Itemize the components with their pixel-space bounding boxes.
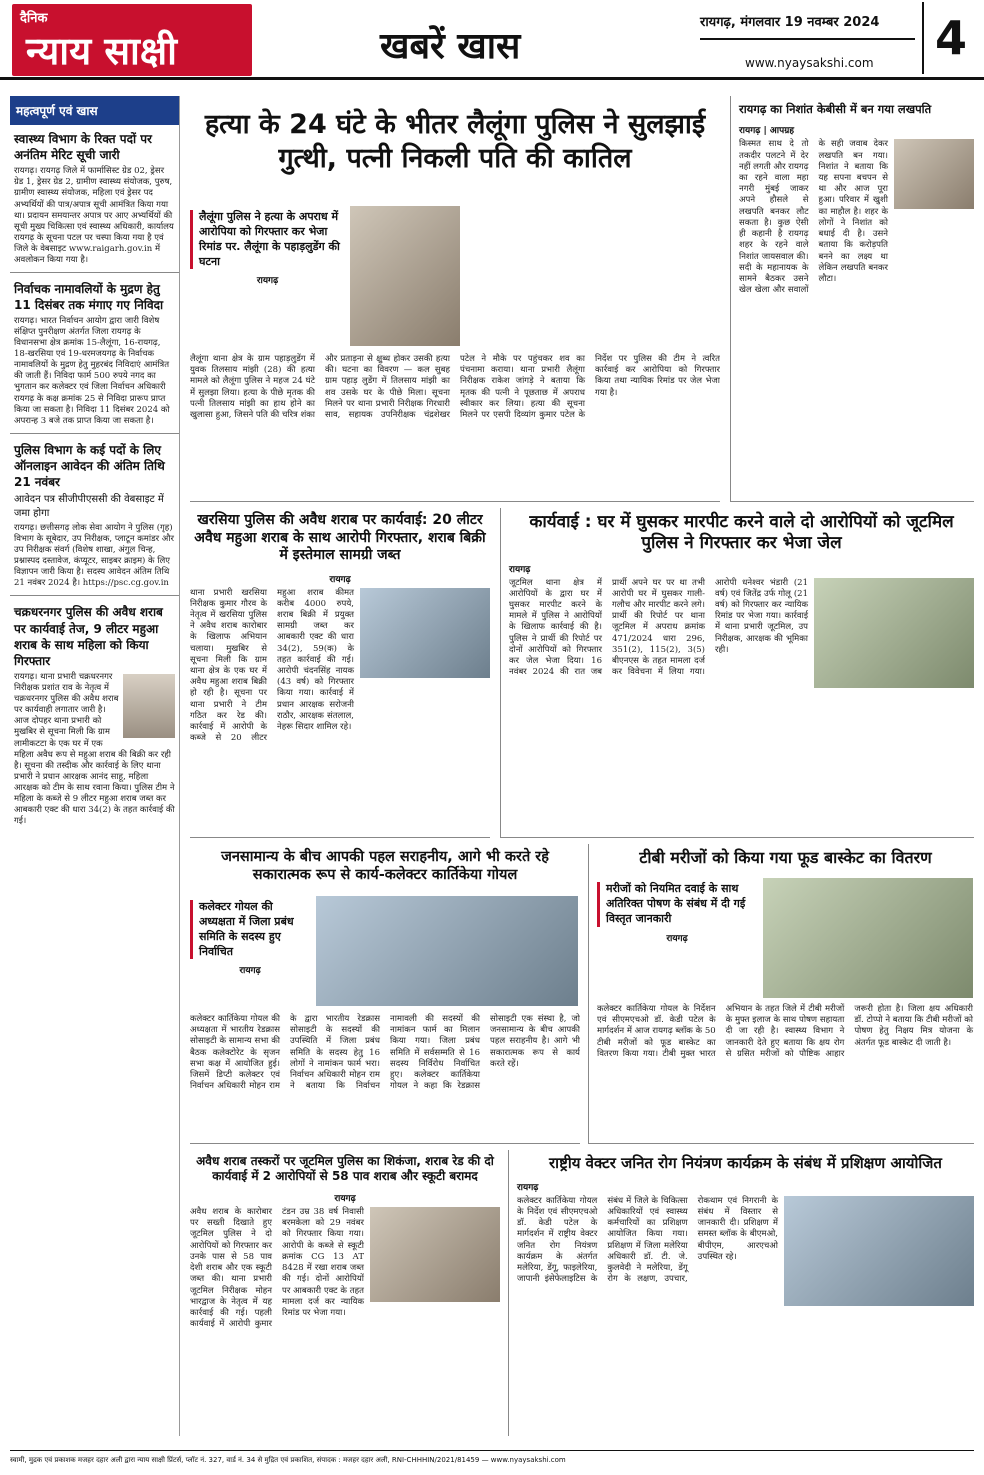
sidebar-item (10, 125, 179, 270)
issue-date: रायगढ़, मंगलवार 19 नवम्बर 2024 (700, 15, 880, 30)
liquor-raid-dateline: रायगढ़ (334, 1194, 356, 1204)
jootmil-story (500, 508, 974, 838)
sidebar-item (10, 436, 179, 594)
main-content (190, 96, 974, 1436)
accused-woman-photo (350, 206, 460, 346)
liquor-raid-headline: अवैध शराब तस्करों पर जूटमिल पुलिस का शिकंजा, शराब रेड की दो कार्यवाई में 2 आरोपियों से 58 पाव शराब और स्कूटी बरामद (196, 1154, 494, 1183)
lead-dateline: रायगढ़ (256, 276, 279, 287)
lead-story (190, 96, 720, 502)
sidebar-item-body: रायगढ़। भारत निर्वाचन आयोग द्वारा जारी विशेष संक्षिप्त पुनरीक्षण अंतर्गत जिला रायगढ़ के विधानसभा क्षेत्र क्रमांक 15-लैलूंगा, 16-रायगढ़, 18-खरसिया एवं 19-धरमजयगढ़ के निर्वाचक नामावलियों के मुद्रण हेतु मुहरबंद निविदाएं आमंत्रित की जाती हैं। निविदा फार्म 500 रुपये नगद का भुगतान कर कलेक्टर एवं जिला निर्वाचन अधिकारी रायगढ़ के कक्ष क्रमांक 25 से निविदा प्रारूप प्राप्त किया जा सकता है। निविदा 11 दिसंबर 2024 को अपरान्ह 3 बजे तक प्राप्त किया जा सकता है। (14, 316, 170, 426)
sidebar-item-subtitle: आवेदन पत्र सीजीपीएससी की वेबसाइट में जमा होगा (14, 494, 164, 519)
sidebar-item-body: रायगढ़। थाना प्रभारी चक्रधरनगर निरीक्षक प्रशांत राव के नेतृत्व में चक्रधरनगर पुलिस की अवैध शराब पर कार्यवाही लगातार जारी है। आज दोपहर थाना प्रभारी को मुखबिर से सूचना मिली कि ग्राम लामीकटटा के एक घर में एक महिला अवैध रूप से महुआ शराब की बिक्री कर रही है। सूचना की तस्दीक और कार्रवाई के लिए थाना प्रभारी ने प्रधान आरक्षक आनंद साहू, महिला आरक्षक को टीम के साथ रवाना किया। पुलिस टीम ने महिला के कब्जे से 9 लीटर महुआ शराब जब्त कर आबकारी एक्ट की धारा 34(2) के तहत कार्रवाई की गई। (14, 672, 175, 826)
kbc-dateline: रायगढ़ | आपग्रह (739, 126, 795, 137)
website-url: www.nyaysakshi.com (745, 56, 874, 70)
divider (10, 433, 179, 434)
tb-patients-photo (763, 878, 973, 998)
vector-training-headline: राष्ट्रीय वेक्टर जनित रोग नियंत्रण कार्यक्रम के संबंध में प्रशिक्षण आयोजित (549, 1154, 942, 1172)
vector-training-story (508, 1150, 974, 1436)
liquor-raid-body: अवैध शराब के कारोबार पर सख्ती दिखाते हुए जूटमिल पुलिस ने दो आरोपियों को गिरफ्तार कर उनके पास से 58 पाव देशी शराब और एक स्कूटी जब्त की। थाना प्रभारी जूटमिल निरीक्षक मोहन भारद्वाज के नेतृत्व में यह कार्रवाई की गई। पहली कार्यवाई में आरोपी कुमार टंडन उम्र 38 वर्ष निवासी बरमकेला को 29 नवंबर को गिरफ्तार किया गया। आरोपी के कब्जे से स्कूटी क्रमांक CG 13 AT 8428 में रखा शराब जब्त की गई। दोनों आरोपियों पर आबकारी एक्ट के तहत मामला दर्ज कर न्यायिक रिमांड पर भेजा गया। (190, 1207, 364, 1330)
kbc-headline: रायगढ़ का निशांत केबीसी में बन गया लखपति (739, 102, 932, 116)
page-number: 4 (922, 2, 978, 74)
jootmil-headline: कार्यवाई : घर में घुसकर मारपीट करने वाले दो आरोपियों को जूटमिल पुलिस ने गिरफ्तार कर भेजा जेल (529, 512, 954, 554)
tb-dateline: रायगढ़ (666, 933, 688, 944)
tb-story (588, 844, 974, 1144)
nishant-photo (894, 139, 974, 209)
logo-daily: दैनिक (20, 11, 48, 26)
vector-training-body: कलेक्टर कार्तिकेया गोयल के निर्देश एवं सीएमएचओ डॉ. केडी पटेल के मार्गदर्शन में राष्ट्रीय वेक्टर जनित रोग नियंत्रण कार्यक्रम के अंतर्गत मलेरिया, डेंगू, फाइलेरिया, जापानी इंसेफेलाइटिस के संबंध में जिले के चिकित्सा अधिकारियों एवं स्वास्थ्य कर्मचारियों का प्रशिक्षण आयोजित किया गया। प्रशिक्षण में जिला मलेरिया अधिकारी डॉ. टी. जे. कुलवेदी ने मलेरिया, डेंगू रोग के लक्षण, उपचार, रोकथाम एवं निगरानी के संबंध में विस्तार से जानकारी दी। प्रशिक्षण में समस्त ब्लॉक के बीएमओ, बीपीएम, आरएचओ उपस्थित रहे। (517, 1195, 778, 1285)
liquor-raid-story (190, 1150, 500, 1436)
kharsia-body: थाना प्रभारी खरसिया निरीक्षक कुमार गौरव के नेतृत्व में खरसिया पुलिस ने अवैध शराब कारोबार के खिलाफ अभियान चलाया। मुखबिर से सूचना मिली कि ग्राम थाना क्षेत्र के एक घर में अवैध महुआ शराब बिक्री हो रही है। सूचना पर थाना प्रभारी ने टीम गठित कर रेड की। कार्रवाई में आरोपी के कब्जे से 20 लीटर महुआ शराब कीमत करीब 4000 रुपये, शराब बिक्री में प्रयुक्त सामग्री जब्त कर आबकारी एक्ट की धारा 34(2), 59(क) के तहत कार्रवाई की गई। आरोपी चंदनसिंह नायक (43 वर्ष) को गिरफ्तार किया गया। कार्रवाई में प्रधान आरक्षक सरोजनी राठौर, आरक्षक संतलाल, नेहरू सिदार शामिल रहे। (190, 587, 354, 744)
committee-group-photo (316, 896, 578, 1006)
kbc-body: किस्मत साथ दे तो तकदीर पलटने में देर नहीं लगती और रायगढ़ का रहने वाला महा नगरी मुंबई जाकर अपने हौसले से लखपति बनकर लौट सकता है। कुछ ऐसी ही कहानी है रायगढ़ शहर के रहने वाले निशांत जायसवाल की। सदी के महानायक के सामने बैठकर उसने खेल खेला और सवालों के सही जवाब देकर लखपति बन गया। निशांत ने बताया कि यह सपना बचपन से था और आज पूरा हुआ। परिवार में खुशी का माहौल है। शहर के लोगों ने निशांत को बधाई दी है। उसने बताया कि करोड़पति बनने का लक्ष्य था लेकिन लखपति बनकर लौटा। (739, 139, 888, 296)
sidebar (10, 96, 180, 1436)
sidebar-item-title: निर्वाचक नामावलियों के मुद्रण हेतु 11 दिसंबर तक मंगाए गए निविदा (14, 281, 164, 312)
divider (10, 595, 179, 596)
divider (10, 272, 179, 273)
tb-highlight: मरीजों को नियमित दवाई के साथ अतिरिक्त पोषण के संबंध में दी गई विस्तृत जानकारी (597, 882, 757, 927)
lead-headline: हत्या के 24 घंटे के भीतर लैलूंगा पुलिस ने सुलझाई गुत्थी, पत्नी निकली पति की कातिल (204, 109, 706, 174)
tb-body: कलेक्टर कार्तिकेया गोयल के निर्देशन एवं सीएमएचओ डॉ. केडी पटेल के मार्गदर्शन में आज रायगढ़ ब्लॉक के 50 टीबी मरीजों को फूड बास्केट का वितरण किया गया। टीबी मुक्त भारत अभियान के तहत जिले में टीबी मरीजों के मुफ्त इलाज के साथ पोषण सहायता दी जा रही है। स्वास्थ्य विभाग ने जानकारी देते हुए बताया कि क्षय रोग से ग्रसित मरीजों को पौष्टिक आहार जरूरी होता है। जिला क्षय अधिकारी डॉ. टोप्पो ने बताया कि टीबी मरीजों को पोषण हेतु निक्षय मित्र योजना के अंतर्गत फूड बास्केट दी जाती है। (597, 1004, 973, 1059)
collector-body: कलेक्टर कार्तिकेया गोयल की अध्यक्षता में भारतीय रेडक्रास सोसाइटी के सामान्य सभा की बैठक कलेक्टोरेट के सृजन सभा कक्ष में आयोजित हुई। जिसमें डिप्टी कलेक्टर एवं निर्वाचन अधिकारी मोहन राम के द्वारा भारतीय रेडक्रास सोसाइटी के सदस्यों की उपस्थिति में जिला प्रबंध समिति के सदस्य हेतु 16 लोगों ने नामांकन फार्म भरा। निर्वाचन अधिकारी मोहन राम ने बताया कि निर्वाचन नामावली की सदस्यों की नामांकन फार्म का मिलान किया गया। जिला प्रबंध समिति में सर्वसम्मति से 16 सदस्य निर्विरोध निर्वाचित हुए। कलेक्टर कार्तिकेया गोयल ने कहा कि रेडक्रास सोसाइटी एक संस्था है, जो जनसामान्य के बीच आपकी पहल सराहनीय है। आगे भी सकारात्मक रूप से कार्य करते रहें। (190, 1014, 580, 1092)
jootmil-body: जूटमिल थाना क्षेत्र में आरोपियों के द्वारा घर में घुसकर मारपीट करने के मामले में पुलिस ने आरोपियों के खिलाफ कार्रवाई की है। पुलिस ने प्रार्थी की रिपोर्ट पर दोनों आरोपियों को गिरफ्तार कर जेल भेजा दिया। 16 नवंबर 2024 की रात जब प्रार्थी अपने घर पर था तभी आरोपी घर में घुसकर गाली-गलौच और मारपीट करने लगे। प्रार्थी की रिपोर्ट पर थाना जूटमिल में अपराध क्रमांक 471/2024 धारा 296, 351(2), 115(2), 3(5) बीएनएस के तहत मामला दर्ज कर विवेचना में लिया गया। आरोपी धनेश्वर भंडारी (21 वर्ष) एवं जितेंद्र उर्फ गोलू (21 वर्ष) को गिरफ्तार कर न्यायिक रिमांड पर भेजा गया। कार्रवाई में थाना प्रभारी जूटमिल, उप निरीक्षक, आरक्षक की भूमिका रही। (509, 577, 808, 678)
tb-sidebox (597, 878, 757, 947)
sidebar-item-body: रायगढ़। छत्तीसगढ़ लोक सेवा आयोग ने पुलिस (गृह) विभाग के सूबेदार, उप निरीक्षक, प्लाटून कमांडर और उप निरीक्षक संवर्ग (विशेष शाखा, अंगुल चिन्ह, प्रश्नास्पद दस्तावेज, कंप्यूटर, साइबर क्राइम) के लिए विज्ञापन जारी किया है। सदस्य आवेदन अंतिम तिथि 21 नवंबर 2024 है। https://psc.cg.gov.in (14, 523, 174, 589)
kharsia-dateline: रायगढ़ (329, 574, 351, 585)
sidebar-item (10, 275, 179, 431)
sidebar-item (10, 598, 179, 830)
accused-photo (123, 674, 175, 738)
collector-headline: जनसामान्य के बीच आपकी पहल सराहनीय, आगे भी करते रहे सकारात्मक रूप से कार्य-कलेक्टर कार्तिकेया गोयल (221, 849, 549, 884)
vector-training-dateline: रायगढ़ (517, 1182, 539, 1193)
jootmil-accused-photo (814, 578, 974, 688)
sidebar-item-body: रायगढ़। रायगढ़ जिले में फार्मासिस्ट ग्रेड 02, ड्रेसर ग्रेड 1, ड्रेसर ग्रेड 2, ग्रामीण स्वास्थ्य संयोजक, पुरुष, ग्रामीण स्वास्थ्य संयोजक, महिला एवं ड्रेसर पद अभ्यर्थियों की पात्र/अपात्र सूची आमंत्रित किया गया था। प्रदायन समयान्तर अपात्र पर आए अभ्यर्थियों की सूची मुख्य चिकित्सा एवं स्वास्थ्य अधिकारी, कार्यालय रायगढ़ के सूचना पटल पर चस्पा किया गया है एवं जिले के वेबसाइट www.raigarh.gov.in में अवलोकन किया गया है। (14, 166, 174, 265)
collector-story (190, 844, 580, 1144)
collector-highlight: कलेक्टर गोयल की अध्यक्षता में जिला प्रबंध समिति के सदस्य हुए निर्वाचित (190, 900, 310, 959)
lead-sidebox (190, 206, 345, 289)
collector-sidebox (190, 896, 310, 979)
lead-body: लैलूंगा थाना क्षेत्र के ग्राम पहाड़लुडेंग में युवक तिलसाय मांझी (28) की हत्या मामले को लैलूंगा पुलिस ने महज 24 घंटे में सुलझा लिया। हत्या के पीछे मृतक की पत्नी तिलसाय मांझी का हाथ होने का खुलासा हुआ, जिसने पति की चरित्र शंका और प्रताड़ना से क्षुब्ध होकर उसकी हत्या की। घटना का विवरण — कल सुबह ग्राम पहाड़ लुडेंग में तिलसाय मांझी का शव उसके घर के पीछे मिला। सूचना मिलने पर थाना प्रभारी निरीक्षक गिरधारी साव, सहायक उपनिरीक्षक चंद्रशेखर पटेल ने मौके पर पहुंचकर शव का पंचनामा कराया। थाना प्रभारी लैलूंगा निरीक्षक राकेश जांगड़े ने बताया कि मृतक की पत्नी ने पूछताछ में अपराध स्वीकार कर लिया। हत्या की सूचना मिलने पर एसपी दिव्यांग कुमार पटेल के निर्देश पर पुलिस की टीम ने त्वरित कार्रवाई कर आरोपिया को गिरफ्तार किया तथा न्यायिक रिमांड पर जेल भेजा गया है। (190, 354, 720, 421)
liquor-raid-photo (370, 1207, 500, 1302)
lead-highlight: लैलूंगा पुलिस ने हत्या के अपराध में आरोपिया को गिरफ्तार कर भेजा रिमांड पर. लैलूंगा के पहाड़लुडेंग की घटना (190, 210, 345, 269)
sidebar-item-title: पुलिस विभाग के कई पदों के लिए ऑनलाइन आवेदन की अंतिम तिथि 21 नवंबर (14, 442, 165, 490)
logo-name: न्याय साक्षी (26, 29, 177, 73)
imprint-footer: स्वामी, मुद्रक एवं प्रकाशक मजहर दहार अली द्वारा न्याय साक्षी प्रिंटर्स, प्लॉट नं. 327, वार्ड नं. 34 से मुद्रित एवं प्रकाशित, संपादक : मजहर दहार अली, RNI-CHHHIN/2021/81459 — www.nyaysakshi.com (10, 1450, 974, 1468)
kharsia-photo (360, 588, 490, 678)
collector-dateline: रायगढ़ (239, 966, 261, 977)
tb-headline: टीबी मरीजों को किया गया फूड बास्केट का वितरण (639, 848, 932, 867)
training-session-photo (784, 1196, 974, 1306)
jootmil-dateline: रायगढ़ (509, 564, 531, 575)
kharsia-headline: खरसिया पुलिस की अवैध शराब पर कार्यवाई: 20 लीटर अवैध महुआ शराब के साथ आरोपी गिरफ्तार, शराब बिक्री में इस्तेमाल सामग्री जब्त (194, 512, 486, 563)
masthead (0, 0, 984, 80)
kbc-story (730, 96, 974, 502)
sidebar-item-title: चक्रधरनगर पुलिस की अवैध शराब पर कार्यवाई तेज, 9 लीटर महुआ शराब के साथ महिला को किया गिरफ्तार (14, 605, 163, 669)
kharsia-story (190, 508, 490, 838)
sidebar-item-title: स्वास्थ्य विभाग के रिक्त पदों पर अनंतिम मेरिट सूची जारी (14, 132, 152, 163)
sidebar-heading: महत्वपूर्ण एवं खास (10, 96, 179, 125)
masthead-divider (700, 38, 915, 40)
newspaper-logo (12, 4, 252, 76)
section-title: खबरें खास (380, 26, 521, 67)
